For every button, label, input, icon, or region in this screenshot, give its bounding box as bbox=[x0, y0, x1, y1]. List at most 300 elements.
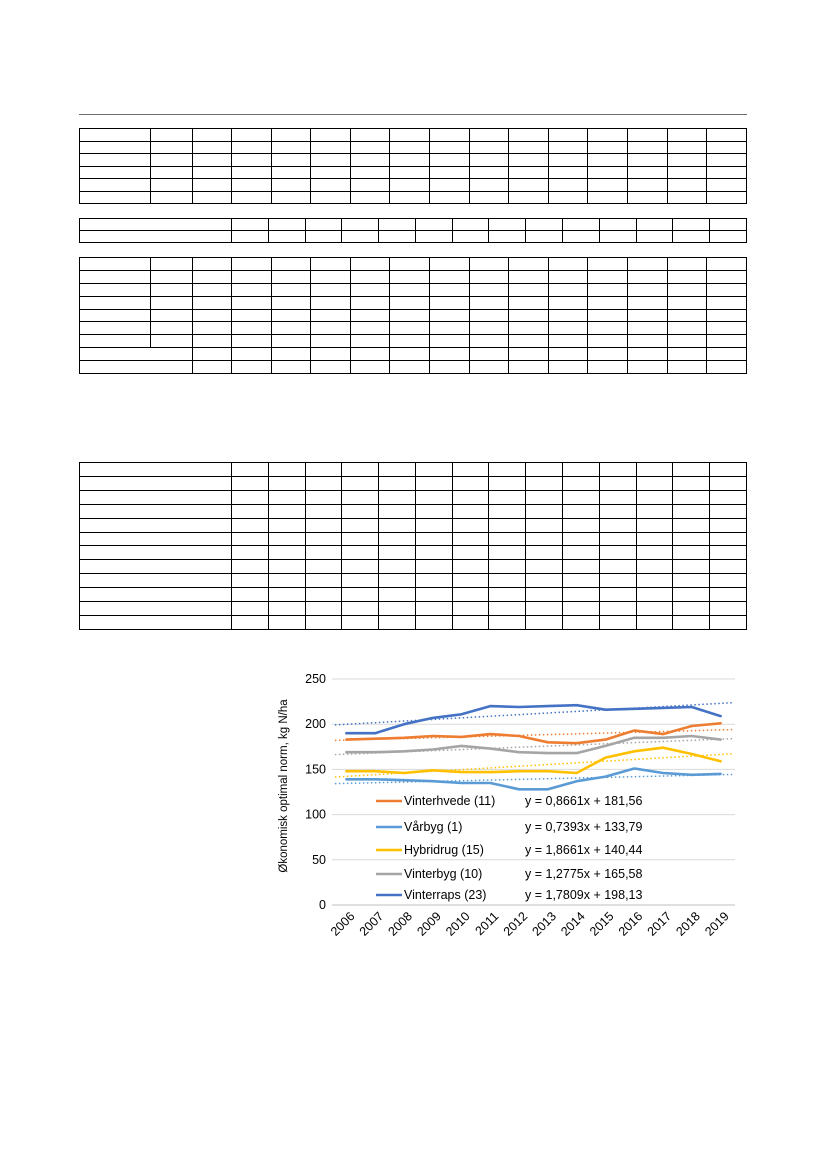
x-tick-label: 2015 bbox=[587, 909, 617, 939]
table-cell bbox=[710, 476, 747, 490]
table-cell bbox=[390, 348, 430, 361]
table-cell bbox=[563, 615, 600, 629]
y-tick-label: 50 bbox=[312, 852, 326, 867]
table-cell bbox=[588, 361, 628, 374]
table-cell bbox=[193, 348, 232, 361]
table-cell bbox=[350, 283, 390, 296]
table-cell bbox=[305, 574, 342, 588]
x-tick-label: 2018 bbox=[673, 909, 703, 939]
table-cell bbox=[350, 258, 390, 271]
table-cell bbox=[151, 258, 193, 271]
table-cell bbox=[469, 191, 509, 204]
table-cell bbox=[489, 615, 526, 629]
table-cell bbox=[193, 296, 232, 309]
table-cell bbox=[548, 141, 588, 154]
table-cell bbox=[271, 166, 311, 179]
table-cell bbox=[673, 546, 710, 560]
table-cell bbox=[707, 322, 747, 335]
table-cell bbox=[268, 602, 305, 616]
table-cell bbox=[311, 191, 351, 204]
table-cell bbox=[430, 361, 470, 374]
table-cell bbox=[350, 335, 390, 348]
table-cell bbox=[599, 588, 636, 602]
table-cell bbox=[193, 191, 232, 204]
table-cell bbox=[305, 602, 342, 616]
table-cell bbox=[489, 476, 526, 490]
table-cell bbox=[710, 231, 747, 243]
table-cell bbox=[430, 141, 470, 154]
table-cell bbox=[526, 588, 563, 602]
table-cell bbox=[673, 532, 710, 546]
table-cell bbox=[305, 504, 342, 518]
table-cell bbox=[588, 141, 628, 154]
table-cell bbox=[80, 322, 151, 335]
table-cell bbox=[667, 348, 707, 361]
table-cell bbox=[563, 560, 600, 574]
table-row bbox=[80, 231, 747, 243]
table-cell bbox=[342, 560, 379, 574]
table-cell bbox=[305, 532, 342, 546]
table-cell bbox=[311, 283, 351, 296]
table-cell bbox=[628, 361, 668, 374]
table-cell bbox=[526, 532, 563, 546]
table-cell bbox=[271, 361, 311, 374]
table-cell bbox=[707, 129, 747, 142]
table-cell bbox=[563, 518, 600, 532]
table-cell bbox=[509, 179, 549, 192]
table-cell bbox=[526, 504, 563, 518]
table-cell bbox=[489, 490, 526, 504]
table-cell bbox=[667, 361, 707, 374]
table-cell bbox=[268, 490, 305, 504]
table-cell bbox=[232, 476, 269, 490]
table-cell bbox=[489, 532, 526, 546]
table-cell bbox=[305, 219, 342, 231]
table-cell bbox=[390, 129, 430, 142]
table-cell bbox=[232, 296, 272, 309]
table-cell bbox=[430, 322, 470, 335]
series-line-vinterraps-23 bbox=[346, 705, 720, 733]
table-cell bbox=[379, 615, 416, 629]
table-cell bbox=[452, 588, 489, 602]
table-cell bbox=[268, 560, 305, 574]
table-cell bbox=[509, 166, 549, 179]
table-cell bbox=[452, 231, 489, 243]
table-cell bbox=[305, 463, 342, 477]
table-cell bbox=[350, 141, 390, 154]
table-cell bbox=[548, 296, 588, 309]
table-cell bbox=[667, 191, 707, 204]
table-cell bbox=[311, 141, 351, 154]
table-cell bbox=[232, 141, 272, 154]
trendline-equation-v-rbyg-1: y = 0,7393x + 133,79 bbox=[525, 820, 643, 834]
table-row bbox=[80, 574, 747, 588]
table-cell bbox=[452, 476, 489, 490]
table-row bbox=[80, 532, 747, 546]
table-row bbox=[80, 129, 747, 142]
table-cell bbox=[305, 518, 342, 532]
table-cell bbox=[707, 348, 747, 361]
table-row bbox=[80, 219, 747, 231]
table-cell bbox=[710, 574, 747, 588]
table-cell bbox=[563, 219, 600, 231]
table-cell bbox=[489, 504, 526, 518]
table-cell bbox=[667, 258, 707, 271]
legend-label-v-rbyg-1: Vårbyg (1) bbox=[404, 820, 463, 834]
table-cell bbox=[628, 270, 668, 283]
table-cell bbox=[707, 191, 747, 204]
table-cell bbox=[489, 574, 526, 588]
x-tick-label: 2016 bbox=[615, 909, 646, 939]
table-cell bbox=[707, 270, 747, 283]
table-cell bbox=[599, 518, 636, 532]
table-cell bbox=[80, 154, 151, 167]
table-cell bbox=[548, 270, 588, 283]
table-row bbox=[80, 463, 747, 477]
table-cell bbox=[271, 179, 311, 192]
table-cell bbox=[636, 490, 673, 504]
table-cell bbox=[526, 463, 563, 477]
table-cell bbox=[390, 335, 430, 348]
table-cell bbox=[193, 179, 232, 192]
table-4 bbox=[79, 462, 747, 630]
table-cell bbox=[415, 219, 452, 231]
table-cell bbox=[588, 348, 628, 361]
table-cell bbox=[430, 348, 470, 361]
table-cell bbox=[271, 141, 311, 154]
table-cell bbox=[710, 615, 747, 629]
table-cell bbox=[379, 231, 416, 243]
table-cell bbox=[342, 490, 379, 504]
table-cell bbox=[563, 532, 600, 546]
table-cell bbox=[588, 191, 628, 204]
table-cell bbox=[350, 361, 390, 374]
table-row bbox=[80, 191, 747, 204]
table-cell bbox=[628, 258, 668, 271]
table-cell bbox=[707, 141, 747, 154]
table-cell bbox=[268, 518, 305, 532]
table-cell bbox=[710, 560, 747, 574]
table-cell bbox=[628, 322, 668, 335]
table-cell bbox=[193, 129, 232, 142]
table-cell bbox=[548, 129, 588, 142]
table-cell bbox=[232, 166, 272, 179]
x-tick-label: 2017 bbox=[644, 909, 675, 939]
table-cell bbox=[452, 574, 489, 588]
table-cell bbox=[80, 361, 193, 374]
table-cell bbox=[526, 602, 563, 616]
table-cell bbox=[548, 322, 588, 335]
table-cell bbox=[452, 518, 489, 532]
table-cell bbox=[80, 231, 232, 243]
table-cell bbox=[509, 191, 549, 204]
table-cell bbox=[489, 463, 526, 477]
table-cell bbox=[80, 518, 232, 532]
table-cell bbox=[80, 560, 232, 574]
table-cell bbox=[232, 231, 269, 243]
table-cell bbox=[350, 154, 390, 167]
table-cell bbox=[599, 231, 636, 243]
table-cell bbox=[80, 574, 232, 588]
table-cell bbox=[707, 179, 747, 192]
table-cell bbox=[379, 588, 416, 602]
table-cell bbox=[526, 546, 563, 560]
table-cell bbox=[707, 296, 747, 309]
table-cell bbox=[311, 258, 351, 271]
table-cell bbox=[268, 546, 305, 560]
table-cell bbox=[232, 490, 269, 504]
table-cell bbox=[430, 191, 470, 204]
table-cell bbox=[379, 463, 416, 477]
table-cell bbox=[271, 296, 311, 309]
y-tick-label: 200 bbox=[305, 717, 326, 732]
table-cell bbox=[673, 602, 710, 616]
table-cell bbox=[390, 166, 430, 179]
table-cell bbox=[80, 309, 151, 322]
table-cell bbox=[151, 335, 193, 348]
table-cell bbox=[80, 546, 232, 560]
table-cell bbox=[415, 490, 452, 504]
table-cell bbox=[667, 179, 707, 192]
table-cell bbox=[379, 476, 416, 490]
table-cell bbox=[673, 588, 710, 602]
table-cell bbox=[151, 309, 193, 322]
table-cell bbox=[599, 504, 636, 518]
table-cell bbox=[342, 615, 379, 629]
table-cell bbox=[379, 518, 416, 532]
table-cell bbox=[342, 463, 379, 477]
trendline-equation-vinterraps-23: y = 1,7809x + 198,13 bbox=[525, 888, 643, 902]
table-cell bbox=[710, 219, 747, 231]
table-cell bbox=[636, 546, 673, 560]
chart-legend bbox=[376, 794, 643, 902]
table-cell bbox=[80, 532, 232, 546]
table-cell bbox=[667, 166, 707, 179]
table-cell bbox=[232, 348, 272, 361]
table-cell bbox=[563, 231, 600, 243]
table-cell bbox=[509, 348, 549, 361]
table-cell bbox=[710, 602, 747, 616]
x-tick-label: 2010 bbox=[443, 909, 473, 939]
table-cell bbox=[710, 504, 747, 518]
table-cell bbox=[379, 546, 416, 560]
table-cell bbox=[232, 154, 272, 167]
table-cell bbox=[548, 179, 588, 192]
x-tick-label: 2012 bbox=[500, 909, 531, 939]
table-cell bbox=[628, 179, 668, 192]
table-cell bbox=[667, 296, 707, 309]
table-2 bbox=[79, 218, 747, 243]
table-cell bbox=[350, 129, 390, 142]
table-cell bbox=[271, 309, 311, 322]
table-cell bbox=[563, 463, 600, 477]
table-cell bbox=[599, 615, 636, 629]
table-cell bbox=[430, 309, 470, 322]
table-cell bbox=[342, 476, 379, 490]
table-cell bbox=[232, 335, 272, 348]
table-cell bbox=[232, 283, 272, 296]
table-row bbox=[80, 270, 747, 283]
table-cell bbox=[628, 154, 668, 167]
table-cell bbox=[271, 322, 311, 335]
table-cell bbox=[350, 179, 390, 192]
table-cell bbox=[80, 463, 232, 477]
table-cell bbox=[710, 546, 747, 560]
table-cell bbox=[636, 476, 673, 490]
table-cell bbox=[673, 490, 710, 504]
table-cell bbox=[232, 518, 269, 532]
table-cell bbox=[636, 602, 673, 616]
table-cell bbox=[548, 191, 588, 204]
table-cell bbox=[232, 179, 272, 192]
trendline-equation-vinterbyg-10: y = 1,2775x + 165,58 bbox=[525, 867, 643, 881]
table-cell bbox=[305, 588, 342, 602]
table-cell bbox=[415, 463, 452, 477]
table-cell bbox=[232, 270, 272, 283]
table-row bbox=[80, 154, 747, 167]
table-cell bbox=[151, 191, 193, 204]
table-row bbox=[80, 504, 747, 518]
table-cell bbox=[710, 532, 747, 546]
table-cell bbox=[509, 309, 549, 322]
table-cell bbox=[232, 219, 269, 231]
table-cell bbox=[342, 219, 379, 231]
table-cell bbox=[151, 296, 193, 309]
table-cell bbox=[232, 588, 269, 602]
table-cell bbox=[548, 166, 588, 179]
header-rule bbox=[79, 114, 747, 115]
table-cell bbox=[469, 179, 509, 192]
table-row bbox=[80, 602, 747, 616]
table-cell bbox=[390, 361, 430, 374]
table-cell bbox=[80, 141, 151, 154]
table-cell bbox=[599, 602, 636, 616]
table-cell bbox=[509, 322, 549, 335]
table-cell bbox=[271, 335, 311, 348]
y-tick-label: 0 bbox=[319, 898, 326, 912]
table-cell bbox=[350, 166, 390, 179]
table-cell bbox=[469, 129, 509, 142]
table-cell bbox=[526, 574, 563, 588]
table-cell bbox=[193, 141, 232, 154]
table-cell bbox=[707, 258, 747, 271]
table-row bbox=[80, 309, 747, 322]
table-cell bbox=[636, 219, 673, 231]
trendline-equation-vinterhvede-11: y = 0,8661x + 181,56 bbox=[525, 794, 643, 808]
table-cell bbox=[80, 258, 151, 271]
table-cell bbox=[509, 296, 549, 309]
table-cell bbox=[271, 129, 311, 142]
table-row bbox=[80, 560, 747, 574]
table-cell bbox=[311, 335, 351, 348]
table-cell bbox=[673, 504, 710, 518]
series-line-vinterhvede-11 bbox=[346, 723, 720, 743]
table-cell bbox=[667, 335, 707, 348]
table-cell bbox=[707, 335, 747, 348]
table-cell bbox=[305, 546, 342, 560]
table-cell bbox=[379, 602, 416, 616]
table-cell bbox=[80, 490, 232, 504]
table-cell bbox=[452, 490, 489, 504]
table-cell bbox=[628, 348, 668, 361]
table-cell bbox=[588, 283, 628, 296]
table-cell bbox=[415, 231, 452, 243]
table-cell bbox=[636, 560, 673, 574]
table-cell bbox=[379, 532, 416, 546]
table-cell bbox=[509, 154, 549, 167]
table-cell bbox=[452, 546, 489, 560]
table-cell bbox=[415, 476, 452, 490]
table-cell bbox=[415, 532, 452, 546]
table-cell bbox=[350, 322, 390, 335]
legend-label-hybridrug-15: Hybridrug (15) bbox=[404, 843, 484, 857]
table-cell bbox=[707, 166, 747, 179]
table-cell bbox=[430, 270, 470, 283]
table-cell bbox=[509, 361, 549, 374]
table-cell bbox=[628, 296, 668, 309]
table-cell bbox=[469, 348, 509, 361]
table-cell bbox=[430, 283, 470, 296]
table-row bbox=[80, 361, 747, 374]
legend-label-vinterraps-23: Vinterraps (23) bbox=[404, 888, 487, 902]
table-cell bbox=[80, 219, 232, 231]
table-cell bbox=[563, 476, 600, 490]
table-cell bbox=[232, 602, 269, 616]
table-cell bbox=[271, 191, 311, 204]
table-cell bbox=[667, 129, 707, 142]
table-cell bbox=[342, 588, 379, 602]
table-cell bbox=[673, 476, 710, 490]
table-cell bbox=[673, 231, 710, 243]
legend-label-vinterhvede-11: Vinterhvede (11) bbox=[404, 794, 496, 808]
table-row bbox=[80, 322, 747, 335]
table-cell bbox=[430, 258, 470, 271]
table-cell bbox=[548, 361, 588, 374]
table-cell bbox=[710, 463, 747, 477]
table-row bbox=[80, 141, 747, 154]
table-cell bbox=[452, 615, 489, 629]
chart-series bbox=[346, 705, 720, 789]
table-cell bbox=[430, 335, 470, 348]
table-cell bbox=[379, 560, 416, 574]
table-cell bbox=[667, 154, 707, 167]
table-cell bbox=[588, 154, 628, 167]
table-row bbox=[80, 518, 747, 532]
table-cell bbox=[379, 504, 416, 518]
table-row bbox=[80, 476, 747, 490]
table-cell bbox=[548, 335, 588, 348]
y-tick-label: 150 bbox=[305, 762, 326, 777]
table-cell bbox=[268, 588, 305, 602]
table-cell bbox=[548, 309, 588, 322]
table-cell bbox=[271, 270, 311, 283]
table-cell bbox=[667, 322, 707, 335]
table-cell bbox=[563, 546, 600, 560]
table-cell bbox=[415, 602, 452, 616]
table-row bbox=[80, 258, 747, 271]
table-cell bbox=[469, 283, 509, 296]
table-cell bbox=[390, 179, 430, 192]
table-cell bbox=[469, 309, 509, 322]
table-cell bbox=[469, 166, 509, 179]
table-cell bbox=[452, 532, 489, 546]
table-cell bbox=[193, 322, 232, 335]
table-cell bbox=[311, 270, 351, 283]
chart-y-axis-label: Økonomisk optimal norm, kg N/ha bbox=[278, 699, 290, 873]
trendline-equation-hybridrug-15: y = 1,8661x + 140,44 bbox=[525, 843, 643, 857]
table-cell bbox=[390, 309, 430, 322]
table-cell bbox=[710, 490, 747, 504]
